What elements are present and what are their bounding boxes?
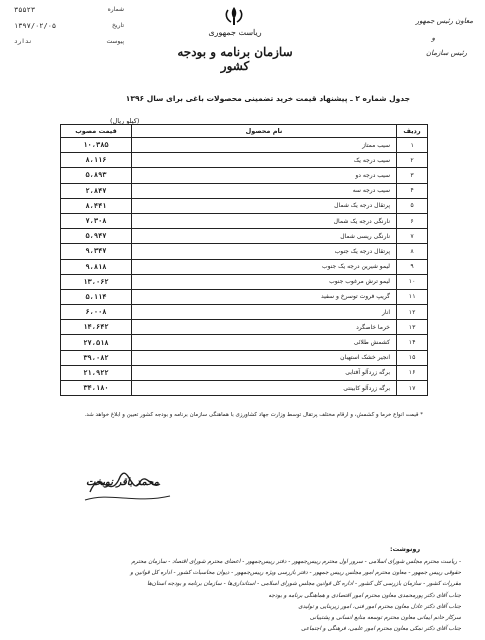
cc-line: مقررات کشور - سازمان بازرسی کل کشور - اداره کل قوانین مجلس شورای اسلامی - استانداری‌ها - سازمان برنامه و بودجه استان‌ها (147, 581, 461, 588)
cc-line: - ریاست محترم مجلس شورای اسلامی - سرور اول محترم رییس‌جمهور - دفتر رییس‌جمهور - اعضای محترم شورای اقتصاد - سازمان محترم (131, 559, 461, 565)
date-label: تاریخ (112, 22, 124, 29)
cc-line: جناب آقای دکتر پورمحمدی معاون محترم امور اقتصادی و هماهنگی برنامه و بودجه (268, 592, 461, 599)
price-cell: ۳۴،۱۸۰ (61, 381, 132, 396)
row-number-cell: ۵ (397, 198, 428, 213)
col-row-number: ردیف (397, 125, 428, 138)
product-name-cell: خرما خاصگرد (132, 320, 397, 335)
row-number-cell: ۱۱ (397, 289, 428, 304)
product-name-cell: نارنگی درجه یک شمال (132, 213, 397, 228)
row-number-cell: ۱۲ (397, 305, 428, 320)
cc-heading: رونوشت: (390, 545, 421, 553)
row-number-cell: ۴ (397, 183, 428, 198)
cc-line: حقوقی رییس جمهور - معاون محترم امور مجلس رییس جمهور - دفتر بازرسی ویژه رییس‌جمهور - دیوان محاسبات کشور - اداره کل قوانین و (130, 570, 461, 577)
product-name-cell: لیمو ترش مرغوب جنوب (132, 274, 397, 289)
attachment-label: پیوست (106, 38, 124, 45)
price-cell: ۸،۱۱۶ (61, 153, 132, 168)
iran-emblem-icon (222, 5, 246, 27)
cc-list (21, 557, 461, 635)
price-cell: ۹،۳۴۷ (61, 244, 132, 259)
table-row (61, 320, 428, 335)
table-body (61, 138, 428, 396)
table-row (61, 244, 428, 259)
price-cell: ۱۰،۳۸۵ (61, 138, 132, 153)
price-cell: ۵،۸۹۳ (61, 168, 132, 183)
product-name-cell: برگه زردآلو کابینتی (132, 381, 397, 396)
table-row (61, 138, 428, 153)
row-number-cell: ۸ (397, 244, 428, 259)
table-row (61, 381, 428, 396)
price-cell: ۲۱،۹۲۲ (61, 365, 132, 380)
table-title: جدول شماره ۲ ـ پیشنهاد قیمت خرید تضمینی محصولات باغی برای سال ۱۳۹۶ (125, 94, 410, 103)
table-row (61, 259, 428, 274)
price-table (60, 124, 428, 396)
table-row (61, 305, 428, 320)
price-cell: ۳۹،۰۸۲ (61, 350, 132, 365)
price-cell: ۱۴،۶۴۲ (61, 320, 132, 335)
org-name: سازمان برنامه و بودجه کشور (177, 45, 293, 73)
price-cell: ۲۷،۵۱۸ (61, 335, 132, 350)
product-name-cell: سیب درجه سه (132, 183, 397, 198)
table-row (61, 183, 428, 198)
table-footnote: * قیمت انواع خرما و کشمش، و ارقام مختلف پرتقال توسط وزارت جهاد کشاورزی با هماهنگی سازمان برنامه و بودجه کشور تعیین و ابلاغ خواهد شد. (84, 412, 423, 418)
product-name-cell: سیب درجه دو (132, 168, 397, 183)
product-name-cell: گریپ فروت توسرخ و سفید (132, 289, 397, 304)
price-cell: ۵،۹۴۷ (61, 229, 132, 244)
table-row (61, 365, 428, 380)
row-number-cell: ۱۶ (397, 365, 428, 380)
product-name-cell: برگه زردآلو آفتابی (132, 365, 397, 380)
row-number-cell: ۱۰ (397, 274, 428, 289)
table-row (61, 153, 428, 168)
row-number-cell: ۹ (397, 259, 428, 274)
price-cell: ۲،۸۴۷ (61, 183, 132, 198)
signatory-name: محمد باقر نوبخت (86, 477, 159, 488)
cc-line: سرکار خانم ایمانی معاون محترم توسعه منابع انسانی و پشتیبانی (309, 615, 461, 622)
product-name-cell: انار (132, 305, 397, 320)
col-product-name: نام محصول (132, 125, 397, 138)
product-name-cell: پرتقال درجه یک جنوب (132, 244, 397, 259)
table-row (61, 229, 428, 244)
col-approved-price: قیمت مصوب (61, 125, 132, 138)
table-row (61, 213, 428, 228)
attachment-value: ندارد (14, 38, 33, 45)
product-name-cell: لیمو شیرین درجه یک جنوب (132, 259, 397, 274)
price-cell: ۶،۰۰۸ (61, 305, 132, 320)
row-number-cell: ۱۴ (397, 335, 428, 350)
cc-line: جناب آقای دکتر عادل معاون محترم امور فنی، امور زیربنایی و تولیدی (298, 603, 461, 610)
addressee-line-1: معاون رئیس جمهور (415, 17, 473, 25)
product-name-cell: نارنگی ریسی شمال (132, 229, 397, 244)
row-number-cell: ۱۳ (397, 320, 428, 335)
addressee-line-3: رئیس سازمان (426, 49, 467, 57)
product-name-cell: سیب ممتاز (132, 138, 397, 153)
price-cell: ۸،۴۴۱ (61, 198, 132, 213)
unit-note: (کیلو ریال) (110, 117, 140, 125)
price-cell: ۷،۳۰۸ (61, 213, 132, 228)
table-row (61, 198, 428, 213)
number-label: شماره (107, 6, 124, 13)
price-cell: ۱۳،۰۶۲ (61, 274, 132, 289)
row-number-cell: ۷ (397, 229, 428, 244)
letter-meta (14, 6, 124, 54)
row-number-cell: ۳ (397, 168, 428, 183)
product-name-cell: کشمش طلائی (132, 335, 397, 350)
number-value: ۳۵۵۲۳ (14, 6, 36, 14)
table-row (61, 168, 428, 183)
row-number-cell: ۶ (397, 213, 428, 228)
product-name-cell: انجیر خشک استهبان (132, 350, 397, 365)
table-row (61, 274, 428, 289)
date-value: ۱۳۹۷/۰۲/۰۵ (14, 22, 57, 30)
price-cell: ۵،۱۱۴ (61, 289, 132, 304)
product-name-cell: پرتقال درجه یک شمال (132, 198, 397, 213)
row-number-cell: ۱ (397, 138, 428, 153)
addressee-line-2: و (431, 34, 435, 42)
product-name-cell: سیب درجه یک (132, 153, 397, 168)
table-row (61, 335, 428, 350)
table-row (61, 289, 428, 304)
row-number-cell: ۱۷ (397, 381, 428, 396)
row-number-cell: ۱۵ (397, 350, 428, 365)
row-number-cell: ۲ (397, 153, 428, 168)
price-cell: ۹،۸۱۸ (61, 259, 132, 274)
table-row (61, 350, 428, 365)
table-header-row (61, 125, 428, 138)
org-parent-label: ریاست جمهوری (208, 28, 262, 37)
cc-line: جناب آقای دکتر نمکی معاون محترم امور علمی، فرهنگی و اجتماعی (301, 626, 461, 633)
